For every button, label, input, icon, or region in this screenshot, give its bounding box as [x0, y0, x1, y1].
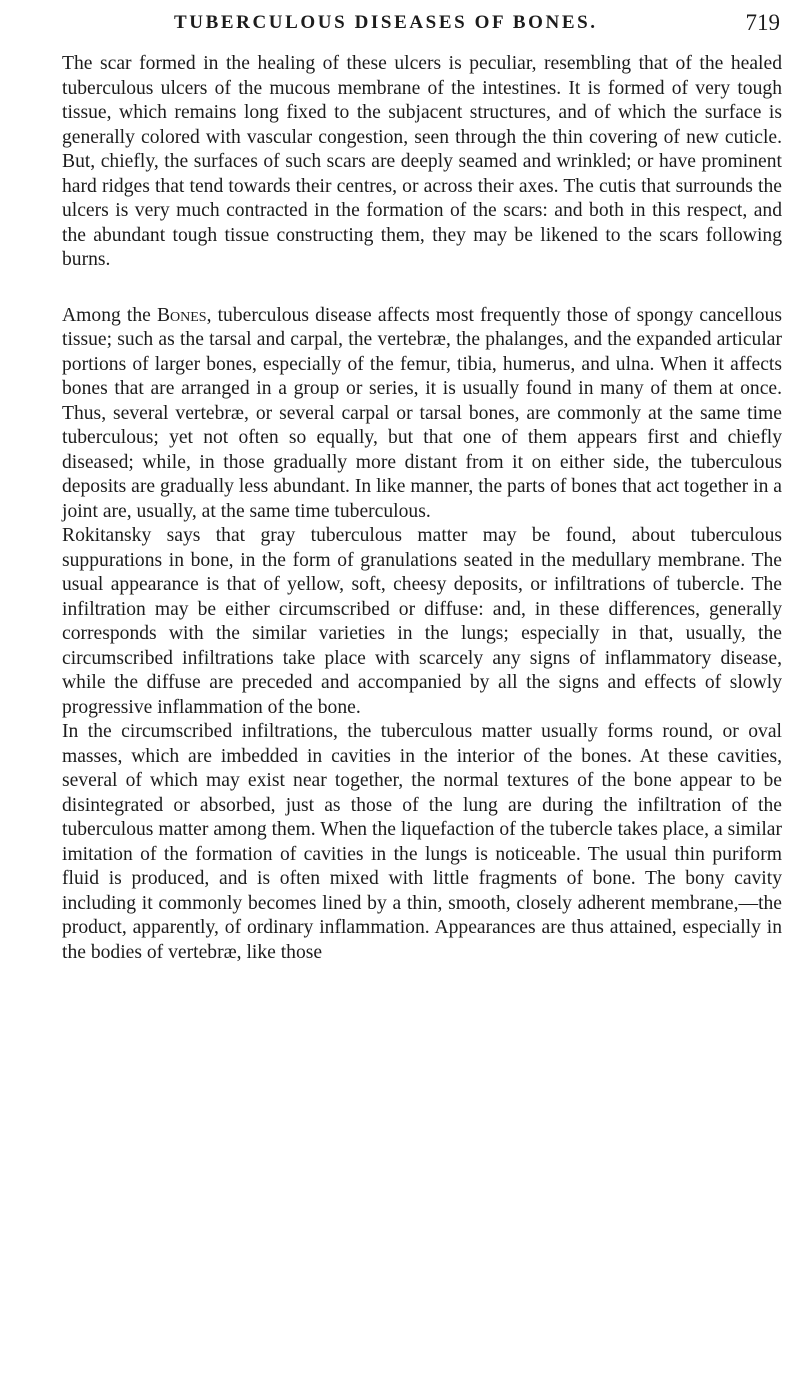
book-page [62, 0, 782, 965]
paragraph-scar-healing: The scar formed in the healing of these ulcers is peculiar, resembling that of the healed tuberculous ulcers of the mucous membrane of the intestines. It is formed of very tough tissue, which remains long fixed to the subjacent structures, and of which the surface is generally colored with vascular congestion, seen through the thin covering of new cuticle. But, chiefly, the surfaces of such scars are deeply seamed and wrinkled; or have prominent hard ridges that tend towards their centres, or across their axes. The cutis that surrounds the ulcers is very much contracted in the formation of the scars: and both in this respect, and the abundant tough tissue constructing them, they may be likened to the scars following burns. [62, 53, 782, 270]
paragraph-bones-lead: Among the [62, 304, 157, 326]
paragraph-bones-smallcaps: Bones [156, 304, 207, 326]
paragraph-bones [62, 304, 782, 525]
page-header [62, 0, 782, 52]
page-number: 719 [745, 10, 780, 35]
paragraph-circumscribed: In the circumscribed infiltrations, the tuberculous matter usually forms round, or oval masses, which are imbedded in cavities in the interior of the bones. At these cavities, several of which may exist near together, the normal textures of the bone appear to be disintegrated or absorbed, just as those of the lung are during the infiltration of the tuberculous matter among them. When the liquefaction of the tubercle takes place, a similar imitation of the formation of cavities in the lungs is noticeable. The usual thin puriform fluid is produced, and is often mixed with little fragments of bone. The bony cavity including it commonly becomes lined by a thin, smooth, closely adherent membrane,—the product, apparently, of ordinary inflammation. Appearances are thus attained, especially in the bodies of vertebræ, like those [62, 721, 782, 963]
paragraph-bones-rest: , tuberculous disease affects most frequently those of spongy cancellous tissue; such as the tarsal and carpal, the vertebræ, the phalanges, and the expanded articular portions of larger bones, especially of the femur, tibia, humerus, and ulna. When it affects bones that are arranged in a group or series, it is usually found in many of them at once. Thus, several vertebræ, or several carpal or tarsal bones, are commonly at the same time tuberculous; yet not often so equally, but that one of them appears first and chiefly diseased; while, in those gradually more distant from it on either side, the tuberculous deposits are gradually less abundant. In like manner, the parts of bones that act together in a joint are, usually, at the same time tuberculous. [62, 304, 782, 522]
running-head: TUBERCULOUS DISEASES OF BONES. [174, 12, 598, 33]
paragraph-rokitansky: Rokitansky says that gray tuberculous matter may be found, about tuberculous suppurations in bone, in the form of granulations seated in the medullary membrane. The usual appearance is that of yellow, soft, cheesy deposits, or infiltrations of tubercle. The infiltration may be either circumscribed or diffuse: and, in these differences, generally corresponds with the similar varieties in the lungs; especially in that, usually, the circumscribed infiltrations take place with scarcely any signs of inflammatory disease, while the diffuse are preceded and accompanied by all the signs and effects of slowly progressive inflammation of the bone. [62, 525, 782, 718]
